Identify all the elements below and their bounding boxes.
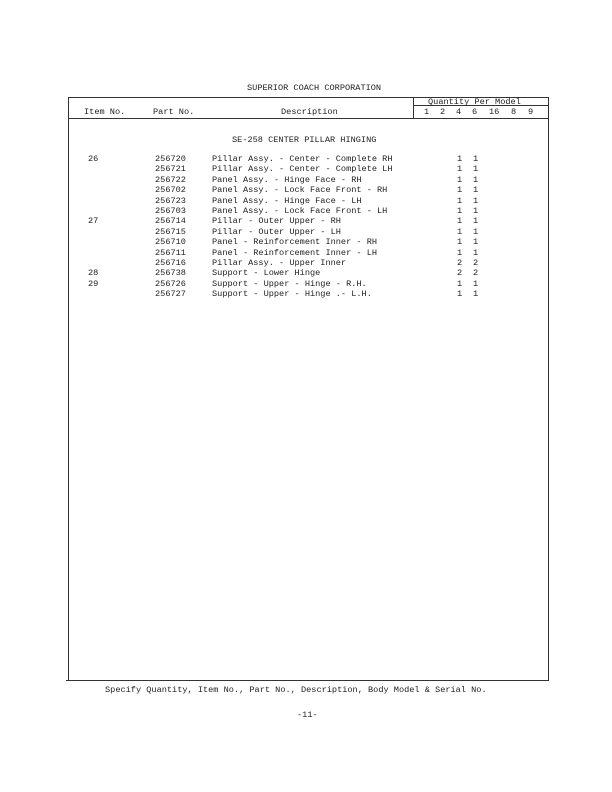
part-no: 256723 xyxy=(155,195,186,206)
item-no: 27 xyxy=(88,216,99,227)
table-row xyxy=(0,258,612,268)
part-no: 256722 xyxy=(155,174,186,185)
table-row xyxy=(0,289,612,299)
table-row xyxy=(0,237,612,247)
description: Support - Upper - Hinge - R.H. xyxy=(212,278,367,289)
quantity-model-4: 1 xyxy=(457,289,463,300)
company-title: SUPERIOR COACH CORPORATION xyxy=(247,83,382,93)
quantity-model-6: 1 xyxy=(473,216,479,227)
table-row xyxy=(0,164,612,174)
page-number: -11- xyxy=(297,710,318,720)
quantity-model-4: 1 xyxy=(457,206,463,216)
quantity-model-4: 2 xyxy=(457,258,463,268)
table-bottom-line xyxy=(66,680,549,681)
part-no: 256703 xyxy=(155,206,186,216)
model-column-16: 16 xyxy=(489,107,500,117)
table-row xyxy=(0,175,612,185)
model-column-9: 9 xyxy=(528,107,534,117)
part-no: 256738 xyxy=(155,268,186,279)
description: Pillar - Outer Upper - RH xyxy=(212,216,341,227)
table-row xyxy=(0,248,612,258)
description: Panel Assy. - Lock Face Front - RH xyxy=(212,185,388,196)
header-part-no: Part No. xyxy=(153,107,195,117)
item-no: 29 xyxy=(88,278,99,289)
quantity-model-4: 1 xyxy=(457,195,463,206)
quantity-model-6: 1 xyxy=(473,226,479,237)
quantity-model-6: 1 xyxy=(473,185,479,196)
item-no: 26 xyxy=(88,154,99,164)
header-description: Description xyxy=(281,107,338,117)
quantity-model-4: 2 xyxy=(457,268,463,279)
footer-note: Specify Quantity, Item No., Part No., Description, Body Model & Serial No. xyxy=(105,685,487,695)
description: Panel Assy. - Hinge Face - RH xyxy=(212,174,362,185)
part-no: 256715 xyxy=(155,226,186,237)
quantity-model-6: 1 xyxy=(473,164,479,175)
table-row xyxy=(0,268,612,278)
quantity-model-4: 1 xyxy=(457,174,463,185)
description: Support - Upper - Hinge .- L.H. xyxy=(212,289,372,300)
quantity-model-6: 2 xyxy=(473,268,479,279)
header-quantity-per-model: Quantity Per Model xyxy=(428,97,521,107)
header-item-no: Item No. xyxy=(84,107,126,117)
description: Pillar Assy. - Center - Complete RH xyxy=(212,154,393,164)
quantity-model-6: 1 xyxy=(473,174,479,185)
header-divider xyxy=(68,118,549,119)
table-row xyxy=(0,196,612,206)
quantity-model-4: 1 xyxy=(457,216,463,227)
part-no: 256714 xyxy=(155,216,186,227)
table-row xyxy=(0,279,612,289)
part-no: 256710 xyxy=(155,237,186,248)
model-column-4: 4 xyxy=(456,107,462,117)
description: Support - Lower Hinge xyxy=(212,268,321,279)
description: Pillar Assy. - Center - Complete LH xyxy=(212,164,393,175)
section-title: SE-258 CENTER PILLAR HINGING xyxy=(232,135,377,145)
quantity-model-4: 1 xyxy=(457,226,463,237)
part-no: 256711 xyxy=(155,247,186,258)
item-no: 28 xyxy=(88,268,99,279)
model-column-1: 1 xyxy=(424,107,430,117)
quantity-model-4: 1 xyxy=(457,237,463,248)
table-row xyxy=(0,206,612,216)
quantity-model-6: 1 xyxy=(473,206,479,216)
quantity-model-6: 1 xyxy=(473,195,479,206)
table-row xyxy=(0,154,612,164)
description: Pillar - Outer Upper - LH xyxy=(212,226,341,237)
quantity-model-4: 1 xyxy=(457,185,463,196)
model-column-8: 8 xyxy=(511,107,517,117)
part-no: 256716 xyxy=(155,258,186,268)
table-row xyxy=(0,216,612,226)
model-column-2: 2 xyxy=(440,107,446,117)
quantity-model-6: 1 xyxy=(473,237,479,248)
description: Panel Assy. - Lock Face Front - LH xyxy=(212,206,388,216)
part-no: 256721 xyxy=(155,164,186,175)
quantity-model-4: 1 xyxy=(457,278,463,289)
part-no: 256720 xyxy=(155,154,186,164)
description: Panel - Reinforcement Inner - LH xyxy=(212,247,378,258)
table-row xyxy=(0,227,612,237)
quantity-model-4: 1 xyxy=(457,164,463,175)
description: Pillar Assy. - Upper Inner xyxy=(212,258,347,268)
quantity-model-4: 1 xyxy=(457,247,463,258)
table-row xyxy=(0,185,612,195)
model-column-6: 6 xyxy=(472,107,478,117)
part-no: 256726 xyxy=(155,278,186,289)
quantity-model-4: 1 xyxy=(457,154,463,164)
quantity-model-6: 1 xyxy=(473,247,479,258)
part-no: 256702 xyxy=(155,185,186,196)
description: Panel - Reinforcement Inner - RH xyxy=(212,237,378,248)
quantity-model-6: 1 xyxy=(473,154,479,164)
quantity-model-6: 1 xyxy=(473,278,479,289)
part-no: 256727 xyxy=(155,289,186,300)
quantity-model-6: 2 xyxy=(473,258,479,268)
quantity-model-6: 1 xyxy=(473,289,479,300)
description: Panel Assy. - Hinge Face - LH xyxy=(212,195,362,206)
